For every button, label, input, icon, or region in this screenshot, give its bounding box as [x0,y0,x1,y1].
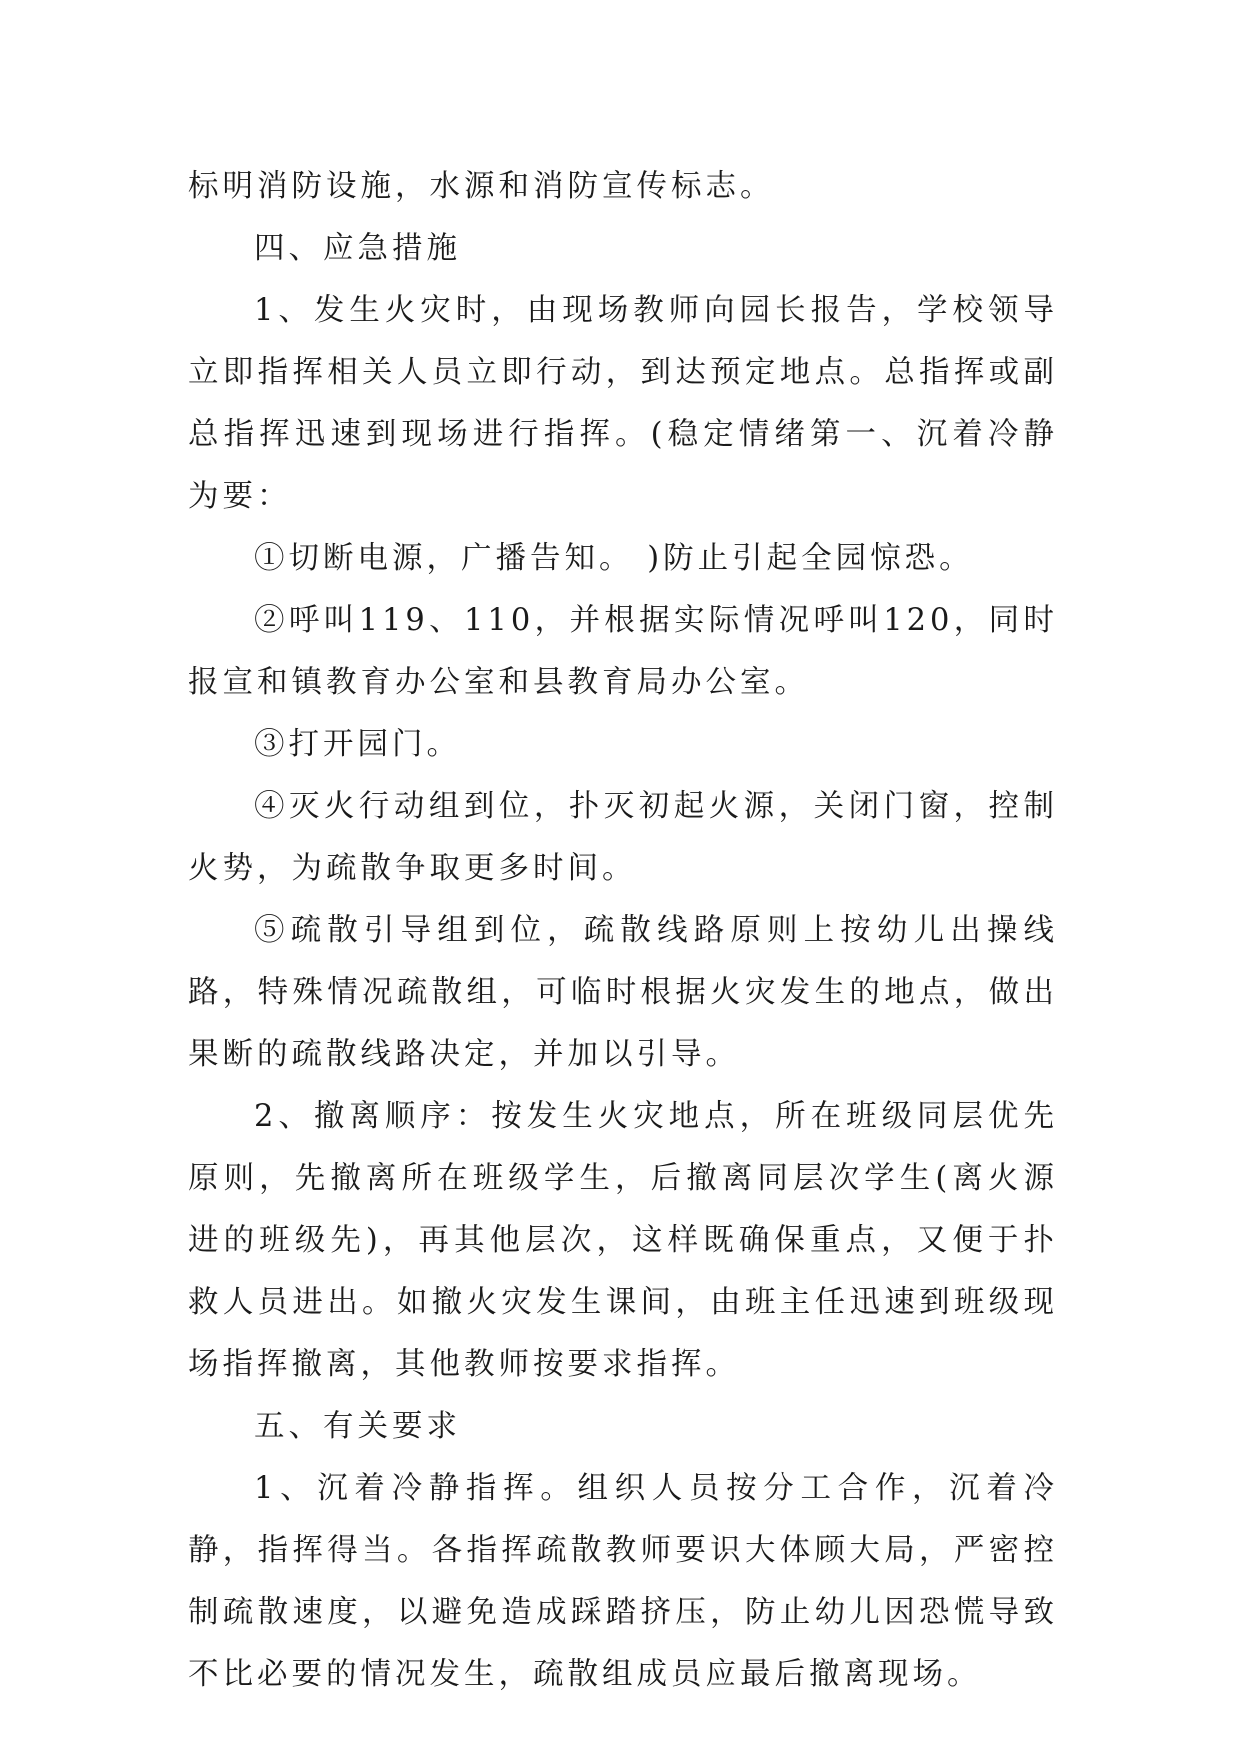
paragraph-continuation: 标明消防设施，水源和消防宣传标志。 [188,169,775,204]
paragraph-fire-report: 1、发生火灾时，由现场教师向园长报告，学校领导立即指挥相关人员立即行动，到达预定地点。总指挥或副总指挥迅速到现场进行指挥。(稳定情绪第一、沉着冷静为要： [188,293,1058,514]
document-body [188,156,1058,1706]
heading-requirements: 五、有关要求 [254,1409,461,1444]
list-item-cut-power: ①切断电源，广播告知。 )防止引起全园惊恐。 [254,541,974,576]
list-item-firefighting-team: ④灭火行动组到位，扑灭初起火源，关闭门窗，控制火势，为疏散争取更多时间。 [188,789,1058,886]
heading-emergency-measures: 四、应急措施 [254,231,461,266]
list-item-open-gate: ③打开园门。 [254,727,461,762]
list-item-call-emergency: ②呼叫119、110，并根据实际情况呼叫120，同时报宣和镇教育办公室和县教育局办公室。 [188,603,1058,700]
list-item-evacuation-guide: ⑤疏散引导组到位，疏散线路原则上按幼儿出操线路，特殊情况疏散组，可临时根据火灾发生的地点，做出果断的疏散线路决定，并加以引导。 [188,913,1058,1072]
paragraph-evacuation-order: 2、撤离顺序：按发生火灾地点，所在班级同层优先原则，先撤离所在班级学生，后撤离同层次学生(离火源进的班级先)，再其他层次，这样既确保重点，又便于扑救人员进出。如撤火灾发生课间，由班主任迅速到班级现场指挥撤离，其他教师按要求指挥。 [188,1099,1058,1382]
paragraph-calm-command: 1、沉着冷静指挥。组织人员按分工合作，沉着冷静，指挥得当。各指挥疏散教师要识大体顾大局，严密控制疏散速度，以避免造成踩踏挤压，防止幼儿因恐慌导致不比必要的情况发生，疏散组成员应最后撤离现场。 [188,1471,1058,1692]
